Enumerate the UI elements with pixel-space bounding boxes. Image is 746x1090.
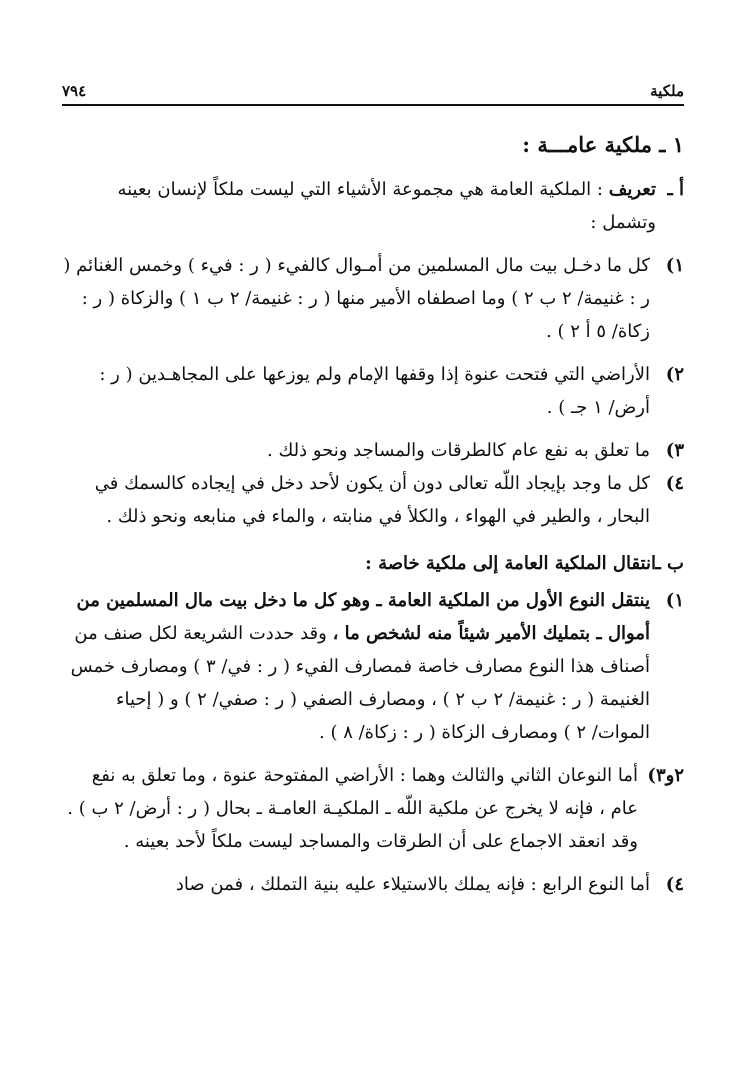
item-text: كل ما دخـل بيت مال المسلمين من أمـوال كالفيء ( ر : فيء ) وخمس الغنائم ( ر : غنيمة/ ٢ ب ٢ ) وما اصطفاه الأمير منها ( ر : غنيمة/ ٢ ب ١ ) والزكاة ( ر : زكاة/ ٥ أ ٢ ) .: [63, 255, 650, 342]
list-item: [62, 868, 684, 901]
list-item: [62, 249, 684, 348]
subsection-title: انتقال الملكية العامة إلى ملكية خاصة :: [365, 553, 656, 574]
item-text: كل ما وجد بإيجاد اللّه تعالى دون أن يكون لأحد دخل في إيجاده كالسمك في البحار ، والطير في الهواء ، والكلأ في منابته ، والماء في منابعه ونحو ذلك .: [94, 473, 650, 527]
item-number: ٣): [665, 440, 684, 461]
item-text: ما تعلق به نفع عام كالطرقات والمساجد ونحو ذلك .: [267, 440, 650, 461]
list-item: [62, 434, 684, 467]
item-number: ٢و٣): [647, 765, 684, 786]
list-item: [62, 759, 684, 858]
item-number: ١): [665, 590, 684, 611]
item-number: ٤): [665, 874, 684, 895]
item-bold-lead: ينتقل النوع الأول من الملكية العامة ـ وهو كل ما دخل بيت مال المسلمين من أموال ـ بتمليك الأمير شيئاً منه لشخص ما ،: [76, 590, 650, 644]
running-header: [62, 78, 684, 106]
page-content: [62, 128, 684, 911]
item-text: أما النوع الرابع : فإنه يملك بالاستيلاء عليه بنية التملك ، فمن صاد: [175, 874, 650, 895]
definition-text: : الملكية العامة هي مجموعة الأشياء التي ليست ملكاً لإنسان بعينه وتشمل :: [117, 179, 656, 233]
item-number: ١): [665, 255, 684, 276]
subsection-heading: [62, 547, 684, 580]
header-title: ملكية: [650, 82, 684, 100]
item-text: الأراضي التي فتحت عنوة إذا وقفها الإمام ولم يوزعها على المجاهـدين ( ر : أرض/ ١ جـ ) .: [99, 364, 650, 418]
definition-paragraph: [62, 173, 684, 239]
subsection-marker: ب ـ: [655, 553, 684, 574]
item-number: ٢): [665, 364, 684, 385]
section-heading: ١ ـ ملكية عامـــة :: [522, 132, 684, 157]
item-text: وقد حددت الشريعة لكل صنف من أصناف هذا النوع مصارف خاصة فمصارف الفيء ( ر : في/ ٣ ) ومصارف خمس الغنيمة ( ر : غنيمة/ ٢ ب ٢ ) ، ومصارف الصفي ( ر : صفي/ ٢ ) و ( إحياء الموات/ ٢ ) ومصارف الزكاة ( ر : زكاة/ ٨ ) .: [70, 623, 650, 743]
list-item: [62, 358, 684, 424]
definition-marker: أ ـ: [667, 179, 684, 200]
list-item: [62, 467, 684, 533]
definition-label: تعريف: [608, 179, 656, 200]
item-number: ٤): [665, 473, 684, 494]
page-number: ٧٩٤: [62, 82, 87, 100]
list-item: [62, 584, 684, 749]
item-text: أما النوعان الثاني والثالث وهما : الأراضي المفتوحة عنوة ، وما تعلق به نفع عام ، فإنه لا يخرج عن ملكية اللّه ـ الملكيـة العامـة ـ بحال ( ر : أرض/ ٢ ب ) . وقد انعقد الاجماع على أن الطرقات والمساجد ليست ملكاً لأحد بعينه .: [67, 765, 638, 852]
